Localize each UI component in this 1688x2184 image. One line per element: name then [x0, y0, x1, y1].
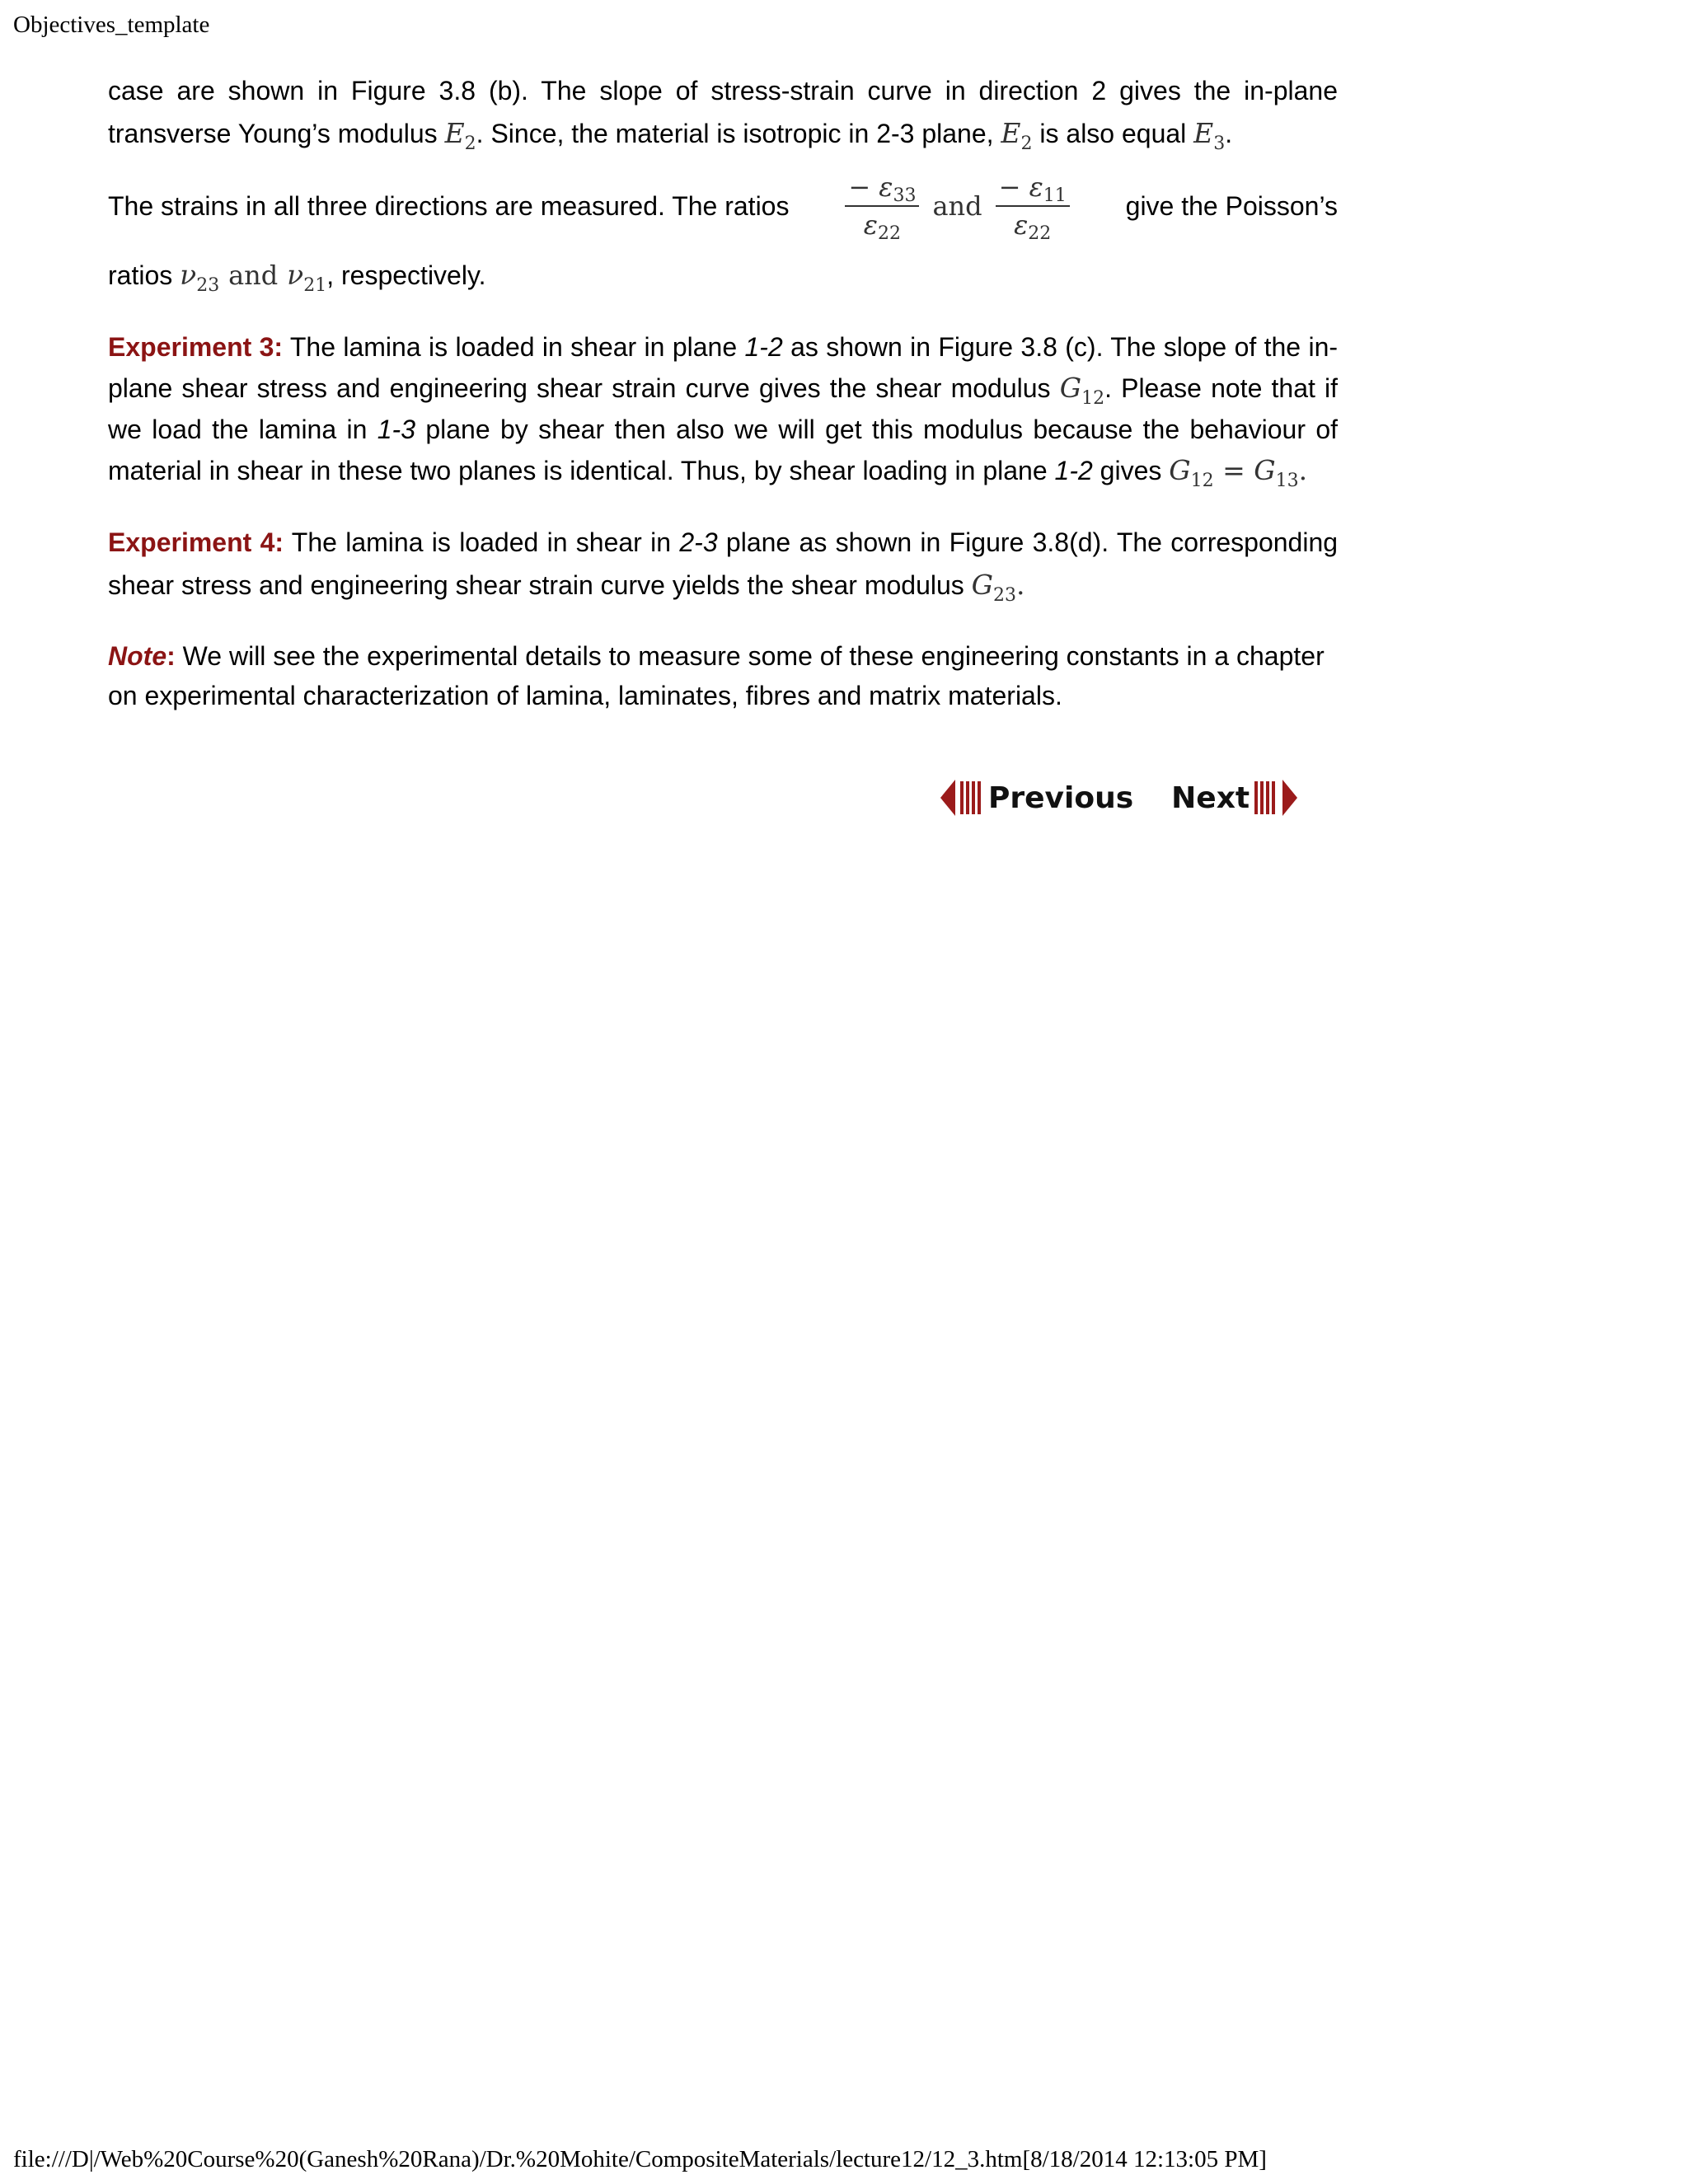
arrow-right-icon [1282, 780, 1297, 816]
paragraph-note [108, 636, 1338, 715]
paragraph-youngs-modulus [108, 69, 1338, 155]
math-G23: $G_{23}$. [971, 569, 1025, 606]
math-nu21: $\nu_{21}$ [287, 259, 327, 296]
content-body [108, 69, 1338, 715]
fraction-e33-over-e22: $\frac{- \varepsilon_{33}}{\varepsilon_{22}}$ [845, 171, 919, 241]
text-segment: plane as shown in Figure 3.8(d). The corresponding shear stress and engineering shear strain curve yields the shear modulus [108, 527, 1339, 600]
paragraph-experiment-4 [108, 521, 1338, 607]
math-E2: $E_2$ [1001, 117, 1033, 154]
bars-icon [960, 781, 983, 814]
ratio-fractions [840, 171, 1074, 244]
text-segment: as shown in Figure 3.8 (c). The slope of the in-plane shear stress and engineering shear strain curve gives the shear modulus [108, 332, 1339, 403]
note-text: We will see the experimental details to measure some of these engineering constants in a chapter on experimental characterization of lamina, laminates, fibres and matrix materials. [108, 641, 1325, 710]
bars-icon [1254, 781, 1278, 814]
paragraph-experiment-3 [108, 326, 1338, 491]
math-nu23: $\nu_{23}$ [180, 259, 220, 296]
and-word: and [228, 260, 279, 291]
text-segment: . Please note that if we load the lamina in [108, 373, 1339, 444]
fraction-e11-over-e22: $\frac{- \varepsilon_{11}}{\varepsilon_{22}}$ [996, 171, 1070, 241]
note-label: Note: [108, 641, 176, 671]
experiment-3-label: Experiment 3: [108, 332, 284, 362]
experiment-4-label: Experiment 4: [108, 527, 284, 557]
text-segment: ratios [108, 260, 173, 290]
paragraph-poisson-ratios [108, 254, 1338, 297]
math-E3: $E_3$ [1193, 117, 1226, 154]
and-word: and [932, 190, 982, 222]
paragraph-strain-ratios [108, 158, 1338, 254]
text-segment: The strains in all three directions are measured. The ratios [108, 190, 790, 221]
text-segment: gives [1100, 456, 1162, 485]
arrow-left-icon [940, 780, 955, 816]
text-segment: plane by shear then also we will get this modulus because the behaviour of material in shear in these two planes is identical. Thus, by shear loading in plane [108, 415, 1339, 485]
text-segment: , respectively. [326, 260, 486, 290]
plane-label: 2-3 [679, 527, 718, 557]
text-segment: is also equal [1039, 119, 1187, 148]
text-segment: give the Poisson’s [1125, 190, 1338, 221]
next-button[interactable] [1171, 780, 1297, 816]
text-segment: The lamina is loaded in shear in [291, 527, 672, 557]
text-segment: The lamina is loaded in shear in plane [289, 332, 738, 362]
previous-label: Previous [988, 780, 1134, 815]
page-navigation [940, 780, 1297, 816]
math-E2: $E_2$ [444, 117, 476, 154]
next-label: Next [1171, 780, 1250, 815]
plane-label: 1-3 [377, 415, 415, 444]
text-segment: transverse Young’s modulus [108, 119, 438, 148]
plane-label: 1-2 [744, 332, 783, 362]
page-header-title: Objectives_template [13, 12, 210, 38]
text-segment: . Since, the material is isotropic in 2-3 plane, [476, 119, 994, 148]
previous-button[interactable] [940, 780, 1133, 816]
math-G12-equals-G13: $G_{12} = G_{13}$. [1169, 454, 1308, 491]
plane-label: 1-2 [1054, 456, 1093, 485]
footer-file-path: file:///D|/Web%20Course%20(Ganesh%20Rana)/Dr.%20Mohite/CompositeMaterials/lecture12/12_3.htm[8/18/2014 12:13:05 PM] [13, 2146, 1267, 2172]
text-segment: case are shown in Figure 3.8 (b). The slope of stress-strain curve in direction 2 gives the in-plane [108, 76, 1338, 105]
text-segment: . [1225, 119, 1233, 148]
math-G12: $G_{12}$ [1059, 372, 1105, 409]
